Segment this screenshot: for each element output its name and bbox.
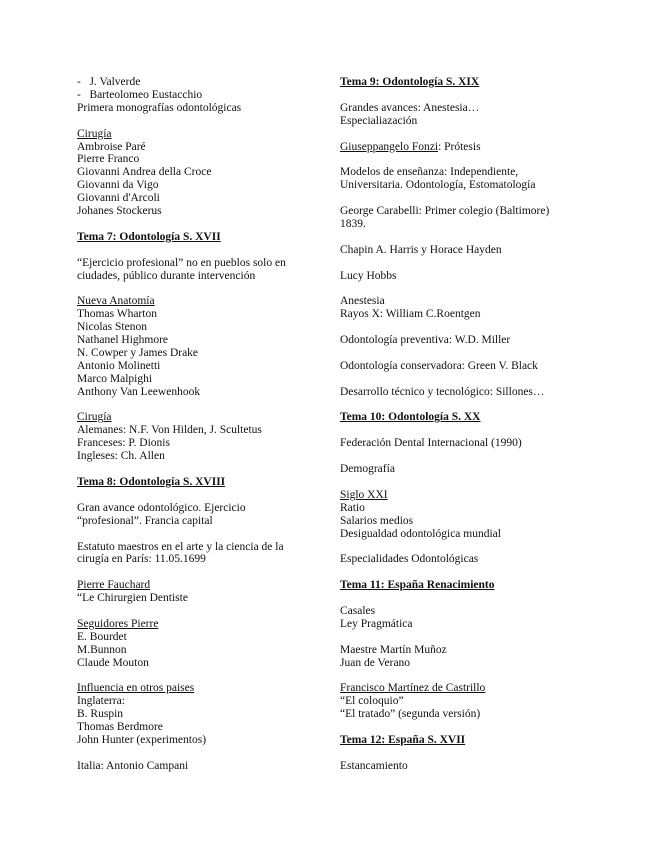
text-line: Maestre Martín Muñoz <box>340 643 447 656</box>
text-line: M.Bunnon <box>77 643 127 656</box>
text-line: Giovanni Andrea della Croce <box>77 166 212 179</box>
blank-line <box>340 399 585 412</box>
text-line: Gran avance odontológico. Ejercicio <box>77 501 246 514</box>
section-heading: Tema 10: Odontología S. XX <box>340 411 481 424</box>
text-line: Estatuto maestros en el arte y la ciencia de la <box>77 540 284 553</box>
text-line: Nicolas Stenon <box>77 321 147 334</box>
blank-line <box>340 192 585 205</box>
text-line: Casales <box>340 604 376 617</box>
blank-line <box>340 321 585 334</box>
text-line: 1839. <box>340 217 366 230</box>
text-line: Demografía <box>340 462 395 475</box>
text-line: Ley Pragmática <box>340 617 413 630</box>
text-line: B. Ruspin <box>77 708 124 721</box>
text-line: Nathanel Highmore <box>77 334 169 347</box>
blank-line <box>340 89 585 102</box>
section-heading: Tema 9: Odontología S. XIX <box>340 76 480 88</box>
text-line: Chapin A. Harris y Horace Hayden <box>340 243 502 256</box>
blank-line <box>340 721 585 734</box>
blank-line <box>340 231 585 244</box>
text-line: Giovanni da Vigo <box>77 179 159 192</box>
text-line: Ingleses: Ch. Allen <box>77 450 165 463</box>
blank-line <box>340 592 585 605</box>
text-line: E. Bourdet <box>77 630 127 643</box>
text-line: Johanes Stockerus <box>77 205 162 218</box>
blank-line <box>340 282 585 295</box>
blank-line <box>77 463 322 476</box>
text-line: “El tratado” (segunda versión) <box>340 708 481 721</box>
section-heading: Tema 11: España Renacimiento <box>340 579 495 592</box>
blank-line <box>77 747 322 760</box>
blank-line <box>77 489 322 502</box>
blank-line <box>340 747 585 760</box>
section-heading: Tema 12: España S. XVII <box>340 733 466 746</box>
text-line: Odontología preventiva: W.D. Miller <box>340 334 511 346</box>
text-line: Ambroise Paré <box>77 140 146 153</box>
right-column <box>340 76 585 773</box>
text-line: Claude Mouton <box>77 656 149 669</box>
text-line: Lucy Hobbs <box>340 269 397 282</box>
text-line: George Carabelli: Primer colegio (Baltimore) <box>340 205 550 217</box>
subsection-heading: Siglo XXI <box>340 488 388 501</box>
text-line: - Barteolomeo Eustacchio <box>77 88 203 101</box>
text-line: Juan de Verano <box>340 656 411 669</box>
blank-line <box>340 631 585 644</box>
text-line: Anthony Van Leewenhook <box>77 385 201 398</box>
blank-line <box>77 244 322 257</box>
text-line: Odontología conservadora: Green V. Black <box>340 359 538 372</box>
text-line: N. Cowper y James Drake <box>77 346 199 359</box>
subsection-heading: Influencia en otros paises <box>77 682 195 695</box>
text-line: Inglaterra: <box>77 695 125 708</box>
blank-line <box>77 566 322 579</box>
text-line <box>340 141 585 154</box>
text-line: Rayos X: William C.Roentgen <box>340 308 481 321</box>
text-line: Salarios medios <box>340 514 414 527</box>
subsection-heading: Pierre Fauchard <box>77 579 151 592</box>
subsection-heading: Cirugía <box>77 411 112 424</box>
text-line: Especialidades Odontológicas <box>340 553 479 566</box>
text-line: John Hunter (experimentos) <box>77 734 207 747</box>
text-line: ciudades, público durante intervención <box>77 269 256 282</box>
blank-line <box>77 282 322 295</box>
text-line: Giovanni d'Arcoli <box>77 192 160 205</box>
text-line: “Ejercicio profesional” no en pueblos solo en <box>77 256 286 269</box>
text-line: Especialiazación <box>340 114 418 127</box>
text-line: “profesional”. Francia capital <box>77 514 213 527</box>
text-line: “El coloquio” <box>340 695 404 708</box>
blank-line <box>340 669 585 682</box>
text-line: Anestesia <box>340 295 385 308</box>
blank-line <box>340 257 585 270</box>
text-line: Estancamiento <box>340 759 408 772</box>
text-line: Alemanes: N.F. Von Hilden, J. Scultetus <box>77 424 262 437</box>
blank-line <box>340 373 585 386</box>
blank-line <box>77 670 322 683</box>
blank-line <box>77 528 322 541</box>
text-line: “Le Chirurgien Dentiste <box>77 592 188 605</box>
text-line: Primera monografías odontológicas <box>77 101 242 114</box>
text-line: - J. Valverde <box>77 76 141 88</box>
text-line: Federación Dental Internacional (1990) <box>340 437 522 450</box>
text-line: Universitaria. Odontología, Estomatología <box>340 179 536 192</box>
text-line: Antonio Molinetti <box>77 359 161 372</box>
blank-line <box>340 424 585 437</box>
section-heading: Tema 8: Odontología S. XVIII <box>77 476 226 488</box>
blank-line <box>340 153 585 166</box>
blank-line <box>340 540 585 553</box>
text-line: cirugía en París: 11.05.1699 <box>77 553 206 566</box>
text-line: Franceses: P. Dionis <box>77 437 170 450</box>
blank-line <box>77 605 322 618</box>
subsection-heading: Nueva Anatomía <box>77 295 155 308</box>
text-line: Thomas Berdmore <box>77 721 163 734</box>
text-line: Thomas Wharton <box>77 308 157 321</box>
text-line: Desarrollo técnico y tecnológico: Sillones… <box>340 385 545 398</box>
text-line: Desigualdad odontológica mundial <box>340 527 501 540</box>
line-rest: : Prótesis <box>438 140 481 153</box>
blank-line <box>340 450 585 463</box>
subsection-heading: Seguidores Pierre <box>77 617 159 630</box>
text-line: Marco Malpighi <box>77 372 153 385</box>
text-line: Ratio <box>340 501 365 514</box>
blank-line <box>340 476 585 489</box>
section-heading: Tema 7: Odontología S. XVII <box>77 230 221 243</box>
text-line: Modelos de enseñanza: Independiente, <box>340 166 519 179</box>
subsection-heading: Cirugía <box>77 127 112 140</box>
blank-line <box>77 399 322 412</box>
blank-line <box>340 128 585 141</box>
blank-line <box>77 115 322 128</box>
blank-line <box>77 218 322 231</box>
left-column <box>77 76 322 773</box>
blank-line <box>340 347 585 360</box>
subsection-heading: Francisco Martínez de Castrillo <box>340 682 486 695</box>
text-line: Italia: Antonio Campani <box>77 759 189 772</box>
text-line: Grandes avances: Anestesia… <box>340 101 480 114</box>
underlined-name: Giuseppangelo Fonzi <box>340 140 439 153</box>
blank-line <box>340 566 585 579</box>
text-line: Pierre Franco <box>77 153 140 166</box>
